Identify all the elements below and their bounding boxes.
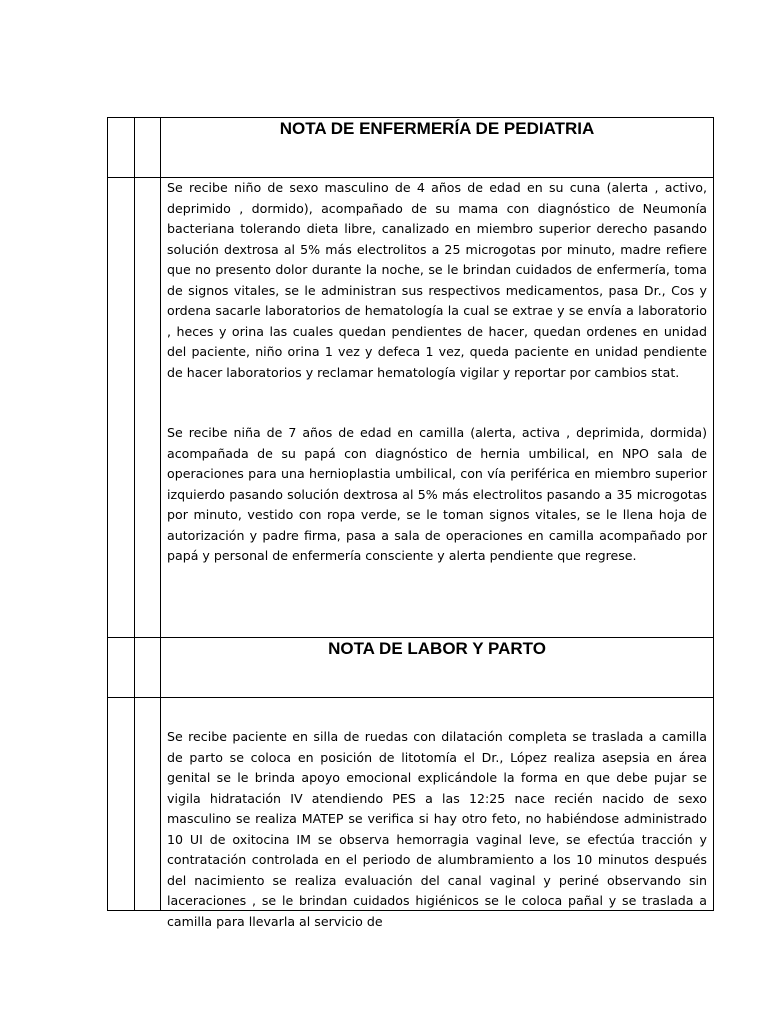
section-heading-pediatria: NOTA DE ENFERMERÍA DE PEDIATRIA [279, 119, 595, 138]
note-paragraph: Se recibe paciente en silla de ruedas con dilatación completa se traslada a camilla de parto se coloca en posición de litotomía el Dr., López realiza asepsia en área genital se le brinda apoyo emocional explicándole la forma en que debe pujar se vigila hidratación IV atendiendo PES a las 12:25 nace recién nacido de sexo masculino se realiza MATEP se verifica si hay otro feto, no habiéndose administrado 10 UI de oxitocina IM se observa hemorragia vaginal leve, se efectúa tracción y contratación controlada en el periodo de alumbramiento a los 10 minutos después del nacimiento se realiza evaluación del canal vaginal y periné observando sin laceraciones , se le brindan cuidados higiénicos se le coloca pañal y se traslada a camilla para llevarla al servicio de [167, 729, 707, 929]
blank-cell [135, 638, 161, 698]
section-heading-cell [161, 638, 714, 698]
blank-cell [135, 698, 161, 911]
blank-cell [108, 638, 135, 698]
table-row [108, 638, 714, 698]
note-paragraph: Se recibe niño de sexo masculino de 4 años de edad en su cuna (alerta , activo, deprimido , dormido), acompañado de su mama con diagnóstico de Neumonía bacteriana tolerando dieta libre, canalizado en miembro superior derecho pasando solución dextrosa al 5% más electrolitos a 25 microgotas por minuto, madre refiere que no presento dolor durante la noche, se le brindan cuidados de enfermería, toma de signos vitales, se le administran sus respectivos medicamentos, pasa Dr., Cos y ordena sacarle laboratorios de hematología la cual se extrae y se envía a laboratorio , heces y orina las cuales quedan pendientes de hacer, quedan ordenes en unidad del paciente, niño orina 1 vez y defeca 1 vez, queda paciente en unidad pendiente de hacer laboratorios y reclamar hematología vigilar y reportar por cambios stat. [167, 180, 707, 380]
blank-cell [108, 698, 135, 911]
note-paragraph: Se recibe niña de 7 años de edad en camilla (alerta, activa , deprimida, dormida) acompañada de su papá con diagnóstico de hernia umbilical, en NPO sala de operaciones para una hernioplastia umbilical, con vía periférica en miembro superior izquierdo pasando solución dextrosa al 5% más electrolitos pasando a 35 microgotas por minuto, vestido con ropa verde, se le toman signos vitales, se le llena hoja de autorización y padre firma, pasa a sala de operaciones en camilla acompañado por papá y personal de enfermería consciente y alerta pendiente que regrese. [167, 425, 707, 563]
note-body-cell [161, 178, 714, 638]
table-row [108, 178, 714, 638]
notes-table [107, 117, 714, 929]
section-heading-labor-parto: NOTA DE LABOR Y PARTO [328, 639, 546, 658]
table-row [108, 698, 714, 911]
blank-cell [108, 118, 135, 178]
blank-cell [135, 178, 161, 638]
note-body-cell [161, 698, 714, 929]
blank-cell [135, 118, 161, 178]
section-heading-cell [161, 118, 714, 178]
blank-cell [108, 178, 135, 638]
table-row [108, 118, 714, 178]
